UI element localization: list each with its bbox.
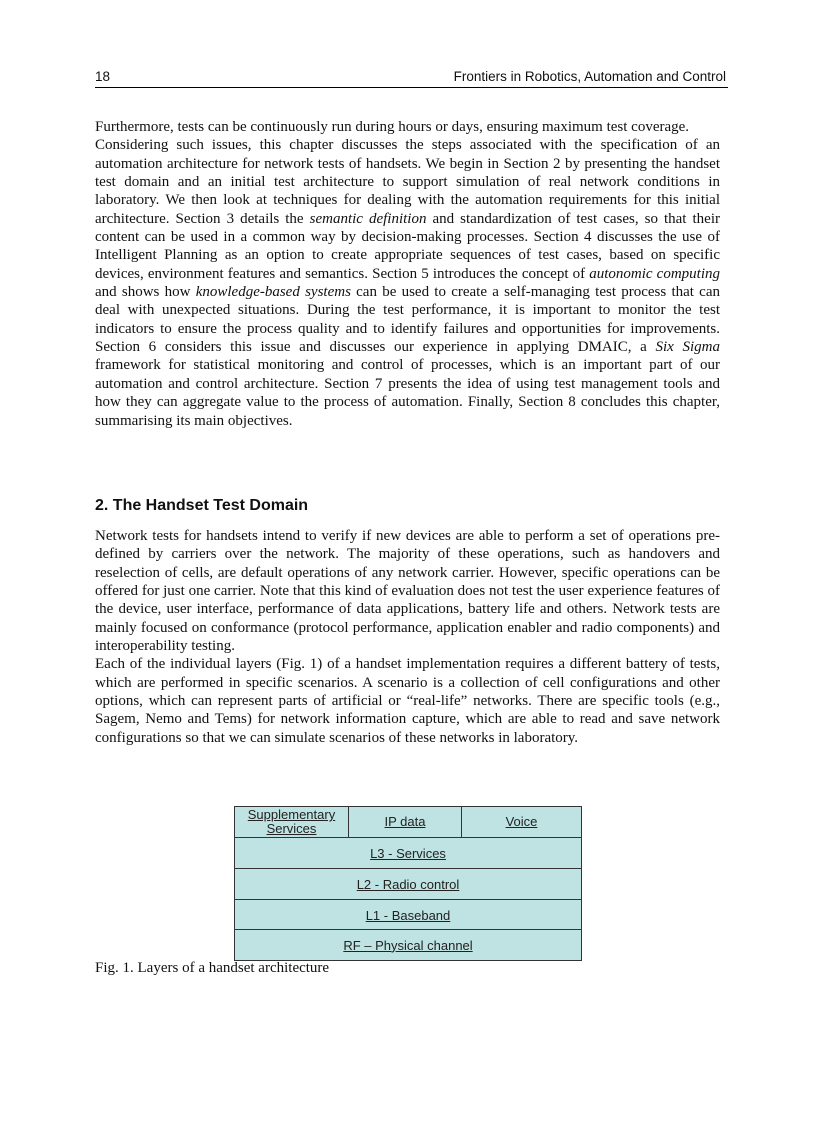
layer-ip-data: IP data (349, 807, 462, 837)
layers-figure (234, 806, 582, 961)
emphasis: semantic definition (309, 210, 427, 227)
text-segment: can be used to create a self-managing test process that can deal with unexpected situations. During the test performance, it is important to monitor the test indicators to ensure the process quality and to identify failures and opportunities for improvements. Section 6 considers this issue and discusses our experience in applying DMAIC, a (95, 284, 720, 356)
figure-caption: Fig. 1. Layers of a handset architecture (95, 960, 330, 976)
layer-l3: L3 - Services (235, 837, 581, 868)
layer-l1: L1 - Baseband (235, 899, 581, 930)
text-segment: framework for statistical monitoring and control of processes, which is an important part of our automation and control architecture. Section 7 presents the idea of using test management tools and how they can aggregate value to the process of automation. Finally, Section 8 concludes this chapter, summarising its main objectives. (95, 357, 720, 429)
layer-l2: L2 - Radio control (235, 868, 581, 899)
intro-paragraph-1: Furthermore, tests can be continuously run during hours or days, ensuring maximum test coverage. (95, 119, 690, 135)
layer-voice: Voice (505, 814, 538, 829)
intro-paragraph-2 (95, 136, 720, 430)
section-paragraph-1: Network tests for handsets intend to verify if new devices are able to perform a set of operations pre-defined by carriers over the network. The majority of these operations, such as handovers and reselection of cells, are default operations of any network carrier. However, specific operations can be offered for just one carrier. Note that this kind of evaluation does not test the user experience features of the device, user interface, performance of data applications, battery life and others. Network tests are mainly focused on conformance (protocol performance, application enabler and radio components) and interoperability testing. (95, 528, 720, 655)
page-number: 18 (95, 69, 111, 84)
section-heading: 2. The Handset Test Domain (95, 497, 309, 514)
running-title: Frontiers in Robotics, Automation and Control (453, 69, 726, 84)
text-segment: and shows how (95, 284, 196, 301)
layer-rf: RF – Physical channel (235, 929, 581, 960)
emphasis: autonomic computing (589, 265, 720, 282)
layer-supplementary-services: Supplementary Services (235, 807, 349, 837)
emphasis: knowledge-based systems (195, 284, 351, 301)
page-header (95, 68, 728, 88)
emphasis: Six Sigma (655, 339, 721, 356)
text-segment: Considering such issues, this chapter discusses the steps associated with the specification of an automation architecture for network tests of handsets. We begin in Section 2 by presenting the handset test domain and an initial test architecture to support simulation of real network conditions in laboratory. We then look at techniques for dealing with the automation requirements for this initial architecture. Section 3 details the (95, 137, 720, 227)
intro-text (95, 118, 720, 430)
text-segment: and standardization of test cases, so that their content can be used in a common way by decision-making processes. Section 4 discusses the use of Intelligent Planning as an option to create appropriate sequences of test cases, based on specific devices, environment features and semantics. Section 5 introduces the concept of (95, 210, 720, 282)
section-paragraph-2: Each of the individual layers (Fig. 1) of a handset implementation requires a different battery of tests, which are performed in specific scenarios. A scenario is a collection of cell configurations and other options, which can represent parts of artificial or “real-life” networks. There are specific tools (e.g., Sagem, Nemo and Tems) for network information capture, which are able to read and save network configurations so that we can simulate scenarios of these networks in laboratory. (95, 656, 720, 746)
section-text (95, 527, 720, 747)
